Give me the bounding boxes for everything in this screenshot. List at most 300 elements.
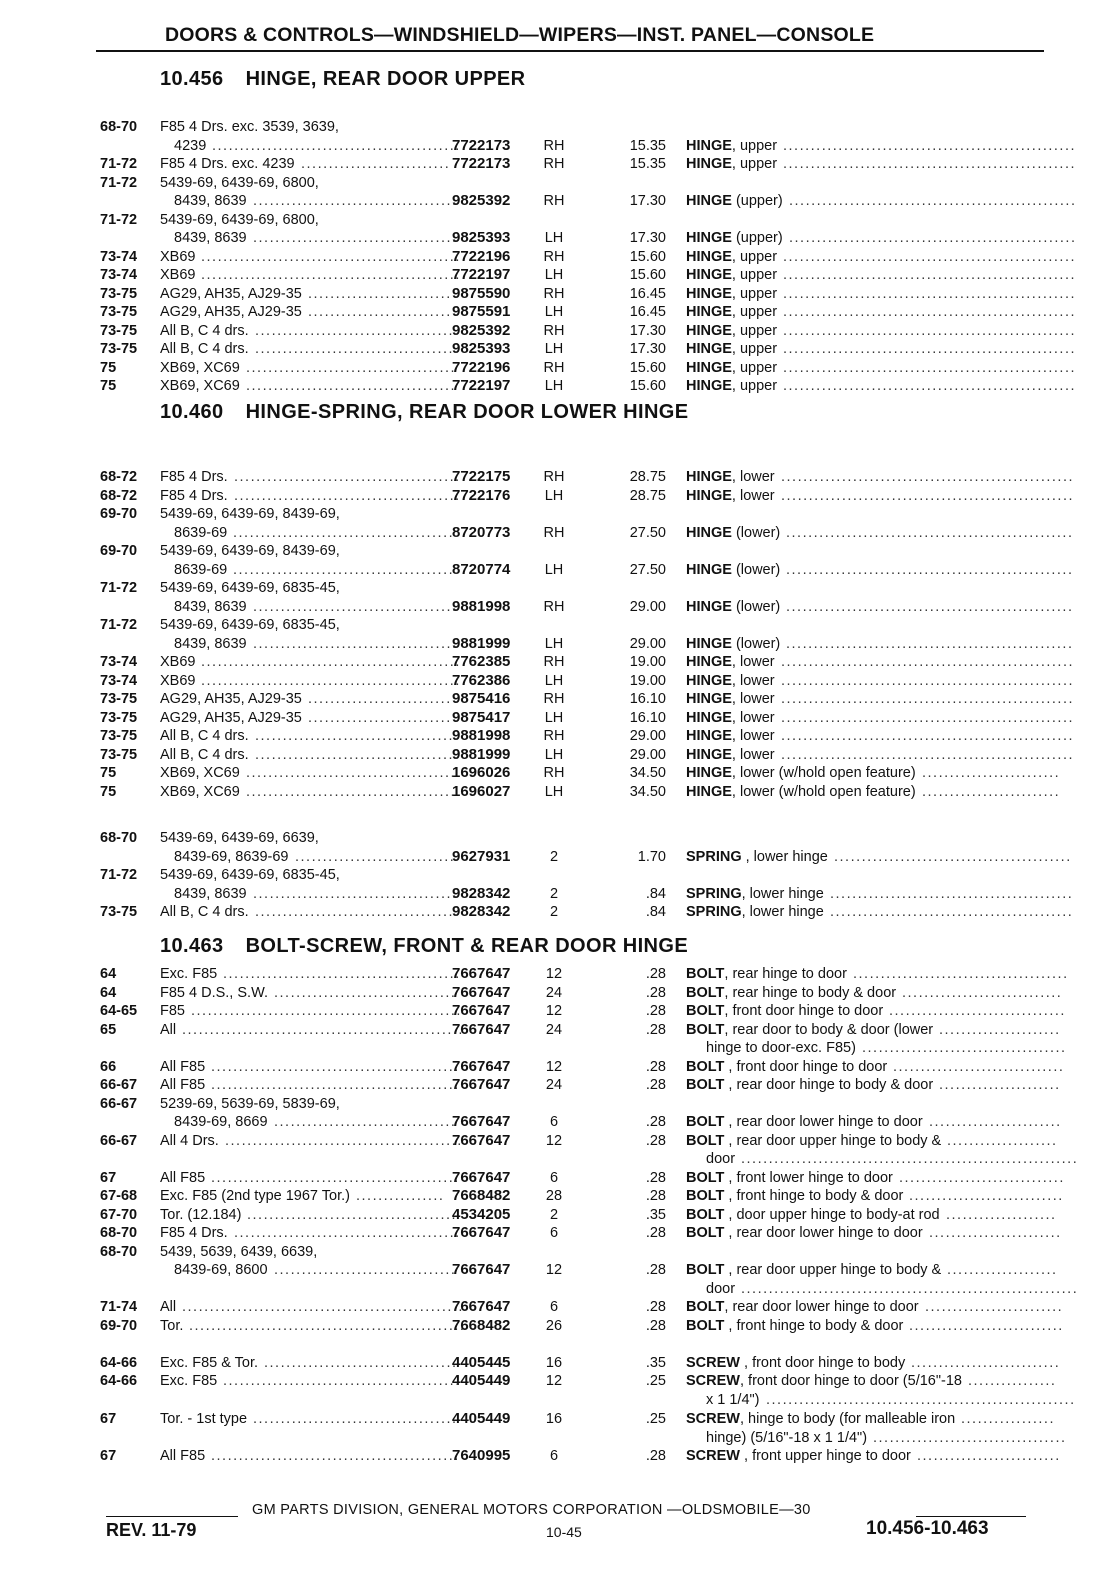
part-number: 4405449 <box>452 1372 511 1389</box>
dot-leader: ........................................... <box>223 966 461 982</box>
table-row <box>0 1298 1117 1316</box>
part-name: BOLT <box>686 1188 725 1204</box>
part-number: 7722196 <box>452 359 511 376</box>
dot-leader: ..................................................... <box>783 323 1077 339</box>
price: 34.50 <box>629 784 666 800</box>
quantity: 24 <box>545 1077 563 1093</box>
model-year: 75 <box>100 378 117 394</box>
part-number: 7667647 <box>452 1261 511 1278</box>
part-number: 7667647 <box>452 1224 511 1241</box>
part-detail: , front door hinge to door <box>724 1003 884 1019</box>
dot-leader: ..................................................... <box>783 378 1077 394</box>
quantity: LH <box>544 673 564 689</box>
model-applicability: F85 4 Drs. exc. 4239 <box>160 156 295 172</box>
quantity: LH <box>544 304 564 320</box>
dot-leader: ..................................................... <box>783 360 1077 376</box>
price: 17.30 <box>629 323 666 339</box>
dot-leader: ............................................. <box>212 138 461 154</box>
part-detail: , rear door lower hinge to door <box>724 1225 923 1241</box>
price: .84 <box>645 904 666 920</box>
quantity: 6 <box>549 1170 559 1186</box>
model-year: 73-74 <box>100 673 138 689</box>
footer-rule-right <box>916 1516 1026 1517</box>
part-description <box>686 340 777 358</box>
part-description <box>686 266 777 284</box>
price: .35 <box>645 1355 666 1371</box>
part-description <box>686 1224 923 1242</box>
table-row <box>0 1243 1117 1261</box>
model-year: 73-75 <box>100 728 138 744</box>
model-applicability: AG29, AH35, AJ29-35 <box>160 691 302 707</box>
quantity: 2 <box>549 849 559 865</box>
part-description-continued: door <box>706 1281 736 1297</box>
table-row <box>0 1169 1117 1187</box>
part-number: 9875590 <box>452 285 511 302</box>
price: 15.60 <box>629 249 666 265</box>
part-detail: , lower hinge <box>741 904 824 920</box>
part-name: HINGE <box>686 286 732 302</box>
part-description <box>686 137 777 155</box>
part-description <box>686 1317 903 1335</box>
price: .28 <box>645 1448 666 1464</box>
dot-leader: ............................... <box>893 1059 1065 1075</box>
part-name: HINGE <box>686 765 732 781</box>
section-number: 10.460 <box>160 401 224 423</box>
part-detail: , lower hinge <box>741 849 828 865</box>
price: .35 <box>645 1207 666 1223</box>
quantity: 6 <box>549 1225 559 1241</box>
part-number: 4534205 <box>452 1206 511 1223</box>
quantity: RH <box>543 599 565 615</box>
footer-rule-left <box>106 1516 238 1517</box>
section-name: HINGE, REAR DOOR UPPER <box>245 68 526 90</box>
quantity: 12 <box>545 1133 563 1149</box>
dot-leader: ................................ <box>889 1003 1066 1019</box>
price: 16.10 <box>629 710 666 726</box>
part-name: HINGE <box>686 341 732 357</box>
part-description <box>686 248 777 266</box>
dot-leader: ..................................... <box>255 904 460 920</box>
table-row <box>0 903 1117 921</box>
dot-leader: ...................... <box>939 1022 1061 1038</box>
part-description <box>686 303 777 321</box>
quantity: RH <box>543 469 565 485</box>
part-number: 9875416 <box>452 690 511 707</box>
part-detail: , lower (w/hold open feature) <box>731 784 916 800</box>
dot-leader: .................................................. <box>189 1318 466 1334</box>
part-detail: , rear door upper hinge to body & <box>724 1262 942 1278</box>
part-detail: , upper <box>731 138 778 154</box>
price: .28 <box>645 1318 666 1334</box>
quantity: 12 <box>545 1059 563 1075</box>
dot-leader: ..................................................... <box>783 138 1077 154</box>
quantity: 12 <box>545 1262 563 1278</box>
price: 16.45 <box>629 304 666 320</box>
dot-leader: ...................................... <box>246 765 457 781</box>
part-name: SPRING <box>686 849 742 865</box>
table-row <box>0 1002 1117 1020</box>
part-name: HINGE <box>686 469 732 485</box>
part-name: BOLT <box>686 966 725 982</box>
model-applicability: 5439-69, 6439-69, 6835-45, <box>160 867 340 883</box>
section-name: BOLT-SCREW, FRONT & REAR DOOR HINGE <box>245 935 689 957</box>
dot-leader: ..................................... <box>253 1411 458 1427</box>
part-number: 1696026 <box>452 764 511 781</box>
part-detail: , rear hinge to door <box>724 966 847 982</box>
model-year: 73-75 <box>100 304 138 320</box>
part-number: 9875591 <box>452 303 511 320</box>
price: 17.30 <box>629 341 666 357</box>
dot-leader: .................................................... <box>786 525 1074 541</box>
price: .28 <box>645 985 666 1001</box>
model-applicability: All <box>160 1022 177 1038</box>
part-description <box>686 764 916 782</box>
model-applicability: 8439, 8639 <box>174 193 247 209</box>
model-year: 73-75 <box>100 323 138 339</box>
part-name: BOLT <box>686 1022 725 1038</box>
part-number: 9627931 <box>452 848 511 865</box>
model-year: 69-70 <box>100 1318 138 1334</box>
model-year: 67-70 <box>100 1207 138 1223</box>
part-detail: , front door hinge to door <box>724 1059 888 1075</box>
dot-leader: ............................................. <box>211 1170 460 1186</box>
quantity: RH <box>543 156 565 172</box>
quantity: 24 <box>545 1022 563 1038</box>
dot-leader: ........................... <box>301 156 451 172</box>
dot-leader: ........................................... <box>834 849 1072 865</box>
dot-leader: ................................... <box>264 1355 458 1371</box>
model-applicability: F85 4 Drs. exc. 3539, 3639, <box>160 119 339 135</box>
quantity: 28 <box>545 1188 563 1204</box>
table-row <box>0 137 1117 155</box>
part-description <box>686 965 847 983</box>
model-year: 73-74 <box>100 654 138 670</box>
table-row <box>0 174 1117 192</box>
model-applicability: 8439-69, 8600 <box>174 1262 268 1278</box>
dot-leader: ............................................................. <box>741 1281 1079 1297</box>
quantity: LH <box>544 378 564 394</box>
model-year: 68-70 <box>100 1225 138 1241</box>
dot-leader: ..................................... <box>255 323 460 339</box>
part-detail: , upper <box>731 249 778 265</box>
model-applicability: 8439, 8639 <box>174 230 247 246</box>
part-description <box>686 1076 933 1094</box>
part-description <box>686 984 896 1002</box>
dot-leader: ...................... <box>939 1077 1061 1093</box>
part-number: 7667647 <box>452 1298 511 1315</box>
part-name: SCREW <box>686 1411 740 1427</box>
table-row <box>0 340 1117 358</box>
price: .25 <box>645 1411 666 1427</box>
table-row <box>0 598 1117 616</box>
model-applicability: 5439-69, 6439-69, 6800, <box>160 212 319 228</box>
part-name: BOLT <box>686 1170 725 1186</box>
dot-leader: ........................................... <box>225 1133 463 1149</box>
part-description <box>686 1002 883 1020</box>
table-row <box>0 118 1117 136</box>
part-name: SCREW <box>686 1373 740 1389</box>
part-description <box>686 377 777 395</box>
part-detail: , upper <box>731 378 778 394</box>
dot-leader: .................................................... <box>786 599 1074 615</box>
price: 28.75 <box>629 469 666 485</box>
part-detail: , lower hinge <box>741 886 824 902</box>
part-number: 7667647 <box>452 965 511 982</box>
quantity: LH <box>544 267 564 283</box>
part-number: 7722175 <box>452 468 511 485</box>
dot-leader: ..................................... <box>255 728 460 744</box>
quantity: RH <box>543 323 565 339</box>
model-applicability: All 4 Drs. <box>160 1133 219 1149</box>
part-number: 9881999 <box>452 635 511 652</box>
dot-leader: ........................................................ <box>766 1392 1076 1408</box>
model-year: 64-66 <box>100 1373 138 1389</box>
price: 15.35 <box>629 138 666 154</box>
table-row <box>0 377 1117 395</box>
part-name: BOLT <box>686 1114 725 1130</box>
dot-leader: ..................................................... <box>783 304 1077 320</box>
dot-leader: ................ <box>968 1373 1057 1389</box>
price: 16.45 <box>629 286 666 302</box>
part-detail: (lower) <box>731 562 781 578</box>
part-detail: , front upper hinge to door <box>739 1448 911 1464</box>
table-row <box>0 635 1117 653</box>
dot-leader: .................................................... <box>786 562 1074 578</box>
quantity: LH <box>544 488 564 504</box>
dot-leader: ..................................................... <box>781 691 1075 707</box>
model-applicability: All F85 <box>160 1170 206 1186</box>
price: 17.30 <box>629 193 666 209</box>
dot-leader: ............................................. <box>211 1059 460 1075</box>
part-number: 9825393 <box>452 229 511 246</box>
price: .28 <box>645 1225 666 1241</box>
dot-leader: ...................................... <box>247 1207 458 1223</box>
part-name: HINGE <box>686 378 732 394</box>
part-description <box>686 727 775 745</box>
part-detail: , front lower hinge to door <box>724 1170 893 1186</box>
dot-leader: ..................................... <box>255 747 460 763</box>
part-name: HINGE <box>686 728 732 744</box>
table-row <box>0 579 1117 597</box>
part-name: SCREW <box>686 1448 740 1464</box>
dot-leader: ............................................... <box>201 249 461 265</box>
model-year: 71-72 <box>100 175 138 191</box>
dot-leader: ............................. <box>902 985 1063 1001</box>
part-description <box>686 1410 955 1428</box>
table-row <box>0 1095 1117 1113</box>
quantity: RH <box>543 360 565 376</box>
part-description <box>686 672 775 690</box>
quantity: LH <box>544 710 564 726</box>
footer-revision: REV. 11-79 <box>106 1520 197 1540</box>
price: 1.70 <box>637 849 666 865</box>
part-detail: , lower <box>731 673 775 689</box>
part-name: HINGE <box>686 304 732 320</box>
price: .25 <box>645 1373 666 1389</box>
part-name: HINGE <box>686 673 732 689</box>
price: 29.00 <box>629 747 666 763</box>
quantity: 12 <box>545 1373 563 1389</box>
part-name: HINGE <box>686 710 732 726</box>
part-number: 7667647 <box>452 1058 511 1075</box>
part-name: HINGE <box>686 230 732 246</box>
price: 17.30 <box>629 230 666 246</box>
part-detail: (lower) <box>731 525 781 541</box>
dot-leader: ......................................... <box>233 562 460 578</box>
part-description <box>686 848 828 866</box>
quantity: LH <box>544 341 564 357</box>
part-detail: , upper <box>731 341 778 357</box>
table-row <box>0 1021 1117 1039</box>
model-year: 66 <box>100 1059 117 1075</box>
part-number: 7722173 <box>452 155 511 172</box>
dot-leader: ......................................... <box>233 525 460 541</box>
dot-leader: ..................................................... <box>781 488 1075 504</box>
model-applicability: 8439, 8639 <box>174 636 247 652</box>
price: .28 <box>645 1133 666 1149</box>
price: .28 <box>645 1059 666 1075</box>
model-year: 73-75 <box>100 691 138 707</box>
part-number: 7722197 <box>452 266 511 283</box>
model-applicability: XB69 <box>160 673 196 689</box>
part-description <box>686 1372 962 1390</box>
model-year: 67 <box>100 1448 117 1464</box>
part-number: 7668482 <box>452 1317 511 1334</box>
model-applicability: Exc. F85 & Tor. <box>160 1355 259 1371</box>
part-detail: (lower) <box>731 636 781 652</box>
dot-leader: ....................................... <box>853 966 1069 982</box>
table-row <box>0 746 1117 764</box>
table-row <box>0 1076 1117 1094</box>
part-number: 7667647 <box>452 1169 511 1186</box>
model-year: 71-74 <box>100 1299 138 1315</box>
quantity: 12 <box>545 1003 563 1019</box>
part-description <box>686 635 780 653</box>
dot-leader: ................................. <box>274 1262 457 1278</box>
dot-leader: ..................................... <box>253 636 458 652</box>
model-year: 71-72 <box>100 156 138 172</box>
price: .28 <box>645 1188 666 1204</box>
dot-leader: ..................................................... <box>783 156 1077 172</box>
dot-leader: .................... <box>947 1133 1058 1149</box>
quantity: RH <box>543 691 565 707</box>
table-row <box>0 690 1117 708</box>
quantity: LH <box>544 230 564 246</box>
dot-leader: ............................................... <box>201 267 461 283</box>
part-detail: , upper <box>731 360 778 376</box>
dot-leader: ............................................. <box>211 1448 460 1464</box>
part-number: 7722173 <box>452 137 511 154</box>
price: .28 <box>645 1170 666 1186</box>
model-year: 67 <box>100 1411 117 1427</box>
model-applicability: F85 4 D.S., S.W. <box>160 985 268 1001</box>
part-name: BOLT <box>686 1225 725 1241</box>
part-detail: , upper <box>731 286 778 302</box>
part-number: 7762386 <box>452 672 511 689</box>
dot-leader: ..................................................... <box>781 728 1075 744</box>
table-row <box>0 211 1117 229</box>
table-row <box>0 248 1117 266</box>
table-row <box>0 1372 1117 1390</box>
part-description <box>686 903 824 921</box>
model-year: 68-70 <box>100 119 138 135</box>
model-year: 68-70 <box>100 1244 138 1260</box>
part-detail: , lower <box>731 469 775 485</box>
dot-leader: .................................................... <box>789 193 1077 209</box>
part-name: HINGE <box>686 193 732 209</box>
model-year: 75 <box>100 765 117 781</box>
model-year: 66-67 <box>100 1096 138 1112</box>
dot-leader: ..................................... <box>253 599 458 615</box>
part-detail: , rear door upper hinge to body & <box>724 1133 942 1149</box>
model-year: 73-75 <box>100 904 138 920</box>
part-description <box>686 1298 919 1316</box>
model-applicability: 5439-69, 6439-69, 8439-69, <box>160 506 340 522</box>
model-year: 68-72 <box>100 488 138 504</box>
dot-leader: ................................................... <box>182 1299 464 1315</box>
section-number: 10.456 <box>160 68 224 90</box>
model-applicability: 8639-69 <box>174 562 228 578</box>
model-applicability: Tor. (12.184) <box>160 1207 242 1223</box>
part-description <box>686 1169 893 1187</box>
part-detail: , rear door lower hinge to door <box>724 1299 919 1315</box>
dot-leader: .......................... <box>917 1448 1061 1464</box>
part-name: BOLT <box>686 1299 725 1315</box>
part-name: HINGE <box>686 156 732 172</box>
model-applicability: XB69 <box>160 267 196 283</box>
dot-leader: .................... <box>947 1262 1058 1278</box>
model-applicability: XB69 <box>160 654 196 670</box>
dot-leader: .......................... <box>308 710 452 726</box>
part-detail: , rear door hinge to body & door <box>724 1077 934 1093</box>
part-name: HINGE <box>686 599 732 615</box>
model-year: 73-74 <box>100 267 138 283</box>
model-applicability: 8439-69, 8639-69 <box>174 849 289 865</box>
dot-leader: ........................... <box>911 1355 1061 1371</box>
dot-leader: ..................................... <box>253 230 458 246</box>
dot-leader: ............................................................. <box>741 1151 1079 1167</box>
dot-leader: ............................. <box>295 849 456 865</box>
model-applicability: All B, C 4 drs. <box>160 747 249 763</box>
part-description <box>686 1261 941 1279</box>
part-description <box>686 1021 933 1039</box>
model-applicability: AG29, AH35, AJ29-35 <box>160 710 302 726</box>
table-row <box>0 709 1117 727</box>
model-applicability: Tor. - 1st type <box>160 1411 248 1427</box>
dot-leader: ........................................... <box>223 1373 461 1389</box>
price: 27.50 <box>629 525 666 541</box>
part-number: 9881998 <box>452 727 511 744</box>
part-name: HINGE <box>686 360 732 376</box>
table-row <box>0 468 1117 486</box>
part-description <box>686 561 780 579</box>
part-description <box>686 746 775 764</box>
part-number: 7667647 <box>452 1021 511 1038</box>
model-year: 66-67 <box>100 1077 138 1093</box>
model-applicability: XB69, XC69 <box>160 360 240 376</box>
model-year: 64 <box>100 985 117 1001</box>
part-number: 1696027 <box>452 783 511 800</box>
dot-leader: ............................................... <box>201 654 461 670</box>
model-applicability: XB69, XC69 <box>160 378 240 394</box>
part-detail: , front hinge to body & door <box>724 1318 904 1334</box>
part-detail: , door upper hinge to body-at rod <box>724 1207 940 1223</box>
part-number: 9875417 <box>452 709 511 726</box>
quantity: LH <box>544 747 564 763</box>
dot-leader: ..................................... <box>862 1040 1067 1056</box>
quantity: RH <box>543 654 565 670</box>
model-year: 69-70 <box>100 543 138 559</box>
